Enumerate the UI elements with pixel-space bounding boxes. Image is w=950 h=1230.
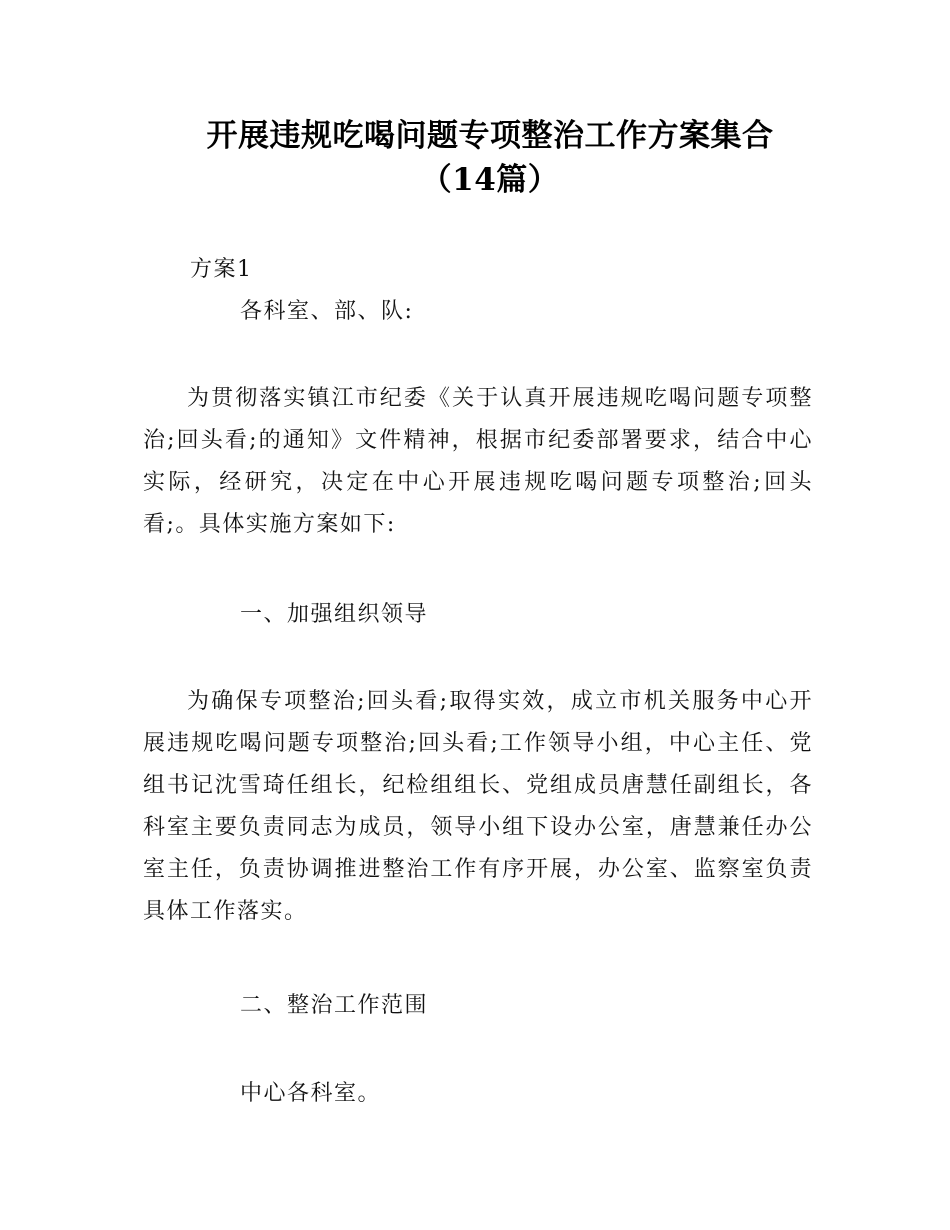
- document-title-line-1: 开展违规吃喝问题专项整治工作方案集合: [206, 118, 774, 154]
- section-2-heading: 二、整治工作范围: [240, 993, 429, 1018]
- intro-paragraph: 为贯彻落实镇江市纪委《关于认真开展违规吃喝问题专项整治;回头看;的通知》文件精神，根据市纪委部署要求，结合中心实际，经研究，决定在中心开展违规吃喝问题专项整治;回头看;。具体实施方案如下:: [143, 386, 813, 537]
- plan-label: 方案1: [190, 257, 253, 282]
- section-1-heading: 一、加强组织领导: [240, 602, 429, 627]
- document-title-line-2: （14篇）: [420, 162, 560, 198]
- salutation: 各科室、部、队:: [240, 299, 414, 324]
- section-1-paragraph: 为确保专项整治;回头看;取得实效，成立市机关服务中心开展违规吃喝问题专项整治;回头看;工作领导小组，中心主任、党组书记沈雪琦任组长，纪检组组长、党组成员唐慧任副组长，各科室主要负责同志为成员，领导小组下设办公室，唐慧兼任办公室主任，负责协调推进整治工作有序开展，办公室、监察室负责具体工作落实。: [143, 689, 813, 924]
- section-2-paragraph: 中心各科室。: [240, 1081, 382, 1106]
